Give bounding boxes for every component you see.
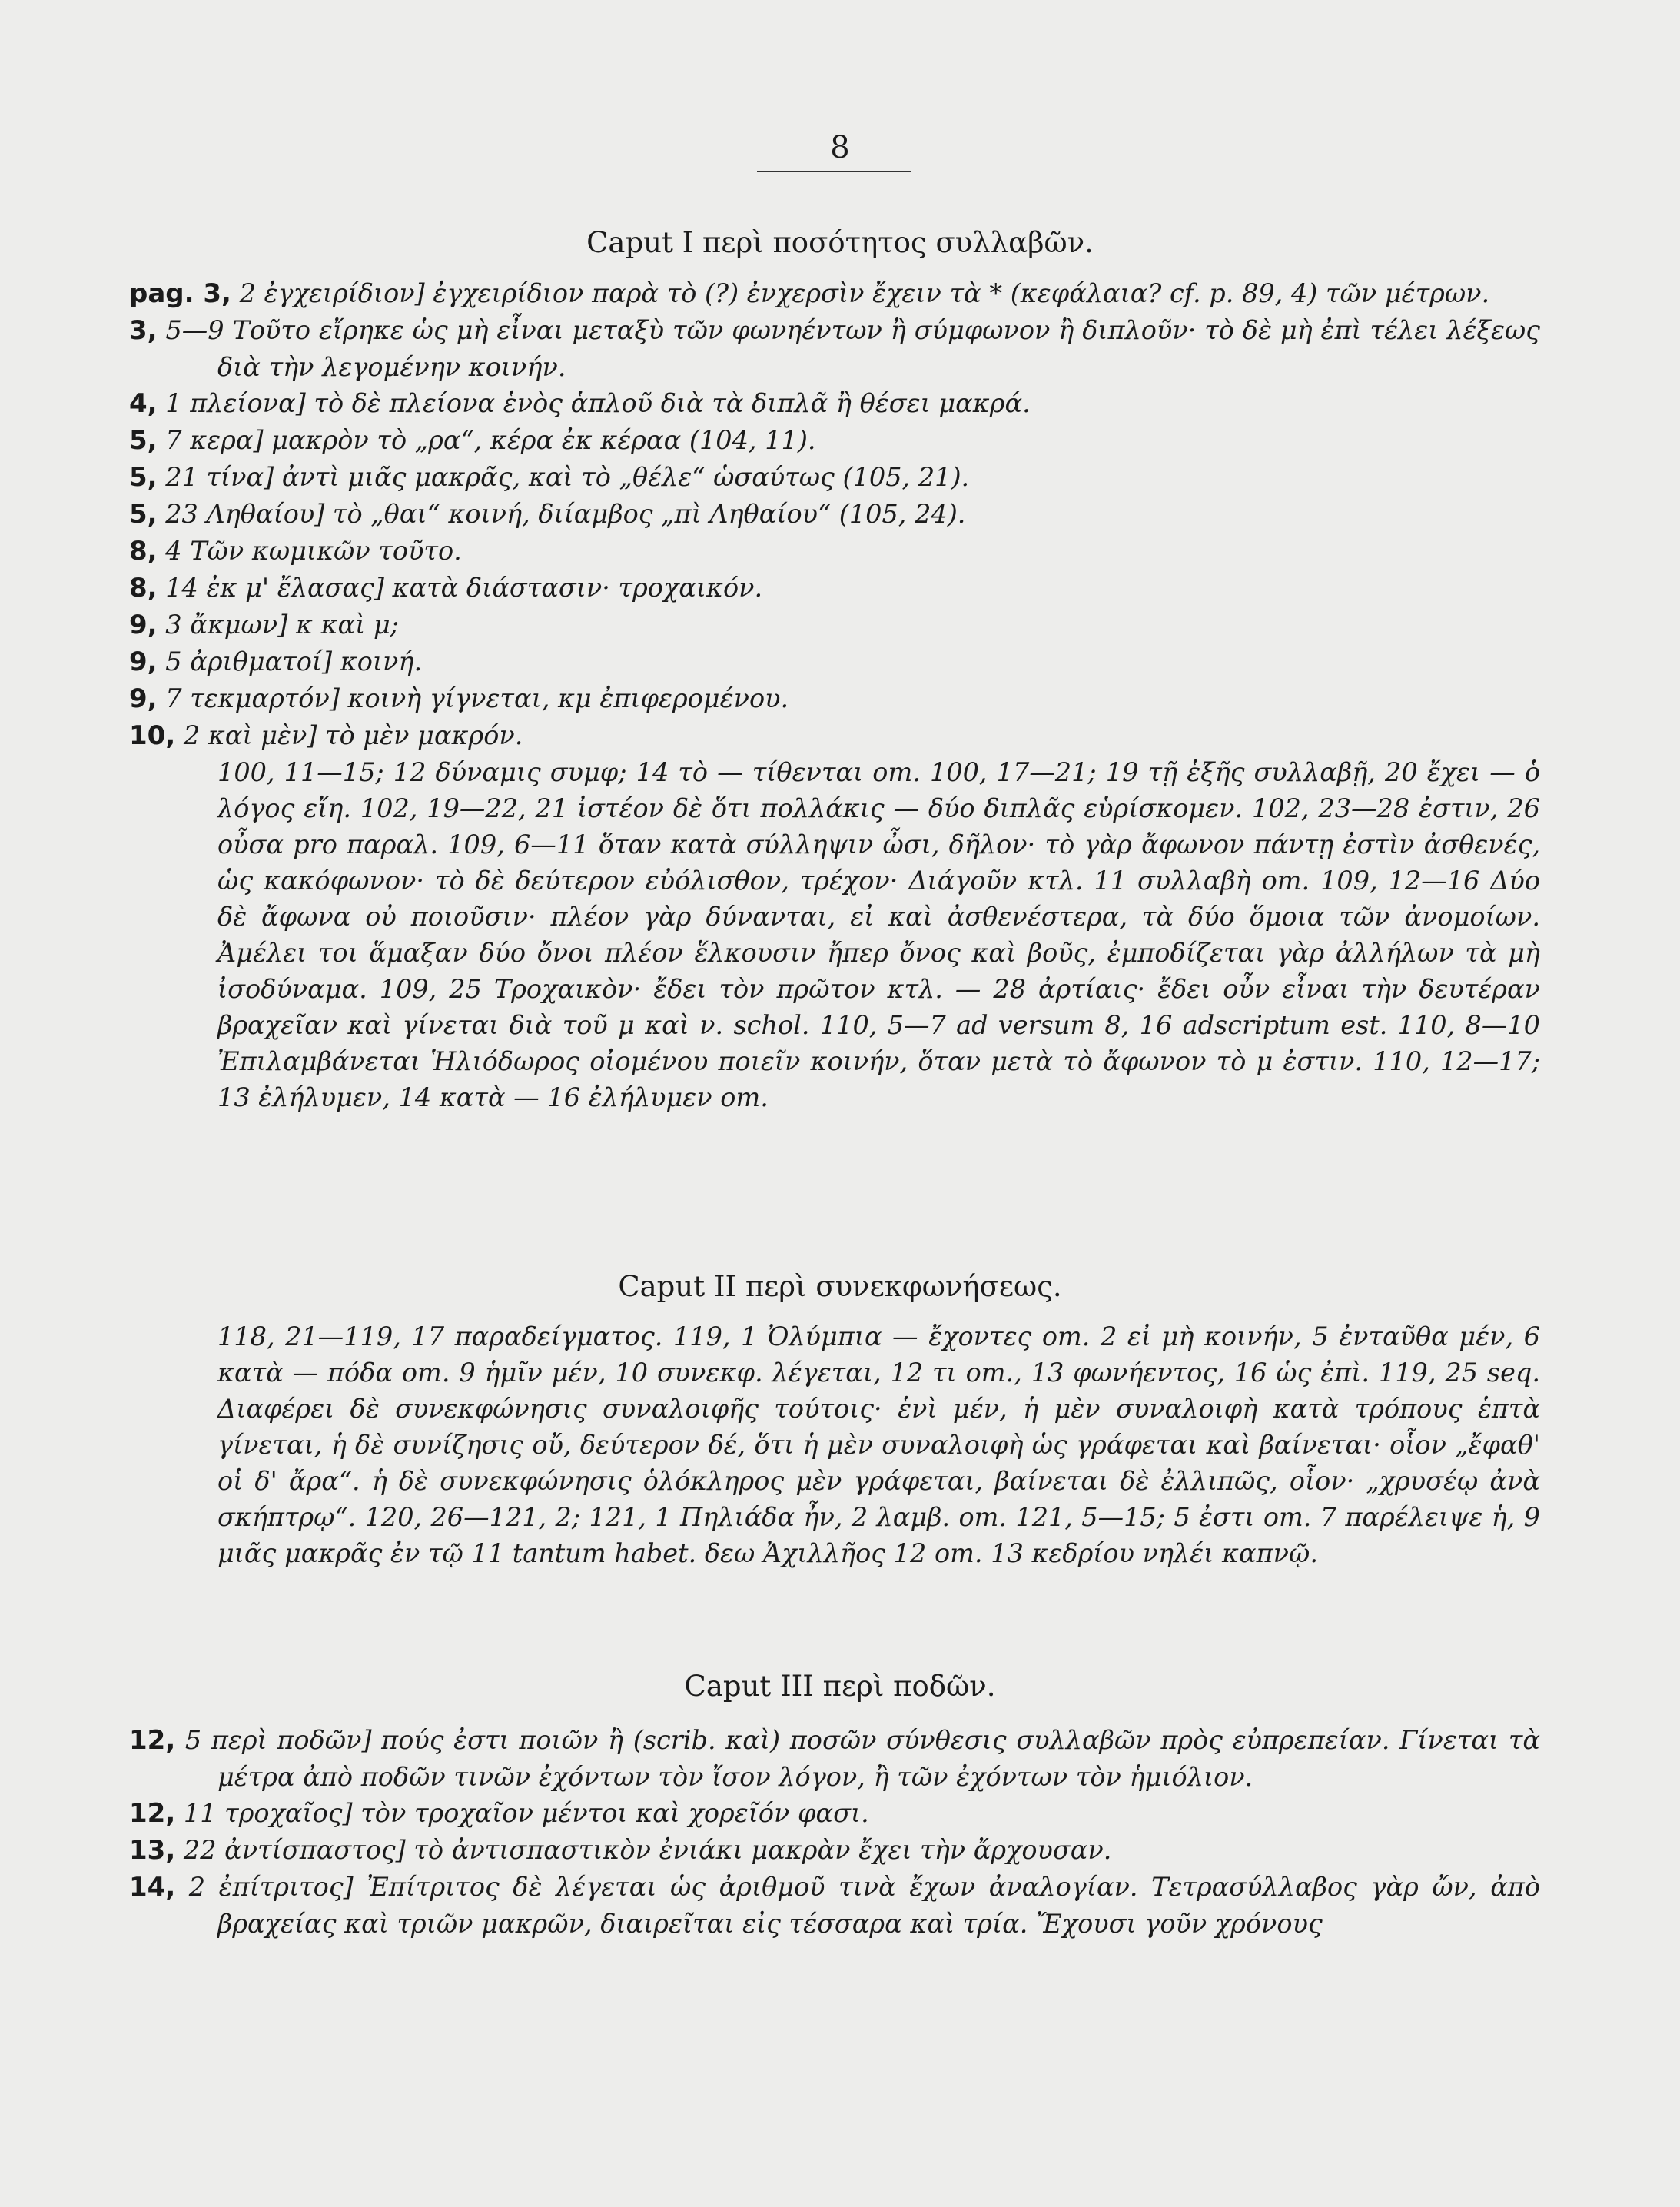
entry <box>129 1832 1540 1869</box>
caput-3-entries <box>129 1722 1540 1942</box>
header-rule <box>757 171 911 172</box>
entry-ref: 3, <box>129 315 158 346</box>
entry-text: 7 κερα] μακρὸν τὸ „ρα“, κέρα ἐκ κέραα (104, 11). <box>165 425 816 455</box>
entry <box>129 1869 1540 1942</box>
entry-ref: 9, <box>129 646 158 677</box>
caput-1-entries <box>129 275 1540 1115</box>
entry-text: 5 ἀριθματοί] κοινή. <box>165 646 423 676</box>
entry-ref: 9, <box>129 683 158 714</box>
entry-text: 2 καὶ μὲν] τὸ μὲν μακρόν. <box>183 720 523 750</box>
caput-3-heading: Caput III περὶ ποδῶν. <box>684 1670 996 1703</box>
entry <box>129 607 1540 643</box>
entry-text: 2 ἐπίτριτος] Ἐπίτριτος δὲ λέγεται ὡς ἀριθμοῦ τινὰ ἔχων ἀναλογίαν. Τετρασύλλαβος γὰρ ὤν, ἀπὸ βραχείας καὶ τριῶν μακρῶν, διαιρεῖται εἰς τέσσαρα καὶ τρία. Ἔχουσι γοῦν χρόνους <box>188 1872 1540 1939</box>
entry <box>129 385 1540 422</box>
entry-ref: 13, <box>129 1835 176 1866</box>
caput-1-heading: Caput I περὶ ποσότητος συλλαβῶν. <box>586 226 1094 259</box>
entry <box>129 275 1540 312</box>
entry-ref: pag. 3, <box>129 278 231 309</box>
entry <box>129 459 1540 496</box>
entry-ref: 12, <box>129 1725 176 1756</box>
entry-text: 21 τίνα] ἀντὶ μιᾶς μακρᾶς, καὶ τὸ „θέλε“ ὡσαύτως (105, 21). <box>165 462 970 492</box>
entry-ref: 5, <box>129 499 158 530</box>
entry-text: 7 τεκμαρτόν] κοινὴ γίγνεται, κμ ἐπιφερομένου. <box>165 683 789 713</box>
entry-text: 2 ἐγχειρίδιον] ἐγχειρίδιον παρὰ τὸ (?) ἐνχερσὶν ἔχειν τὰ * (κεφάλαια? cf. p. 89, 4) τῶν μέτρων. <box>239 278 1490 308</box>
caput-2-notes-paragraph: 118, 21—119, 17 παραδείγματος. 119, 1 Ὀλύμπια — ἔχοντες om. 2 εἰ μὴ κοινήν, 5 ἐνταῦθα μέν, 6 κατὰ — πόδα om. 9 ἡμῖν μέν, 10 συνεκφ. λέγεται, 12 τι om., 13 φωνήεντος, 16 ὡς ἐπὶ. 119, 25 seq. Διαφέρει δὲ συνεκφώνησις συναλοιφῆς τούτοις· ἑνὶ μέν, ἡ μὲν συναλοιφὴ κατὰ τρόπους ἑπτὰ γίνεται, ἡ δὲ συνίζησις οὔ, δεύτερον δέ, ὅτι ἡ μὲν συναλοιφὴ ὡς γράφεται καὶ βαίνεται· οἷον „ἔφαθ' οἱ δ' ἄρα“. ἡ δὲ συνεκφώνησις ὁλόκληρος μὲν γράφεται, βαίνεται δὲ ἐλλιπῶς, οἷον· „χρυσέῳ ἀνὰ σκήπτρῳ“. 120, 26—121, 2; 121, 1 Πηλιάδα ἦν, 2 λαμβ. om. 121, 5—15; 5 ἐστι om. 7 παρέλειψε ἡ, 9 μιᾶς μακρᾶς ἐν τῷ 11 tantum habet. δεω Ἀχιλλῆος 12 om. 13 κεδρίου νηλέι καπνῷ. <box>217 1321 1540 1568</box>
entry-text: 5—9 Τοῦτο εἴρηκε ὡς μὴ εἶναι μεταξὺ τῶν φωνηέντων ἢ σύμφωνον ἢ διπλοῦν· τὸ δὲ μὴ ἐπὶ τέλει λέξεως διὰ τὴν λεγομένην κοινήν. <box>165 315 1540 382</box>
entry <box>129 312 1540 385</box>
entry <box>129 643 1540 680</box>
entry-ref: 5, <box>129 462 158 493</box>
entry <box>129 570 1540 607</box>
page-number: 8 <box>830 130 850 165</box>
caput-2-heading: Caput II περὶ συνεκφωνήσεως. <box>618 1270 1062 1303</box>
entry <box>129 533 1540 570</box>
entry-ref: 8, <box>129 536 158 567</box>
entry <box>129 496 1540 533</box>
entry-ref: 4, <box>129 388 158 419</box>
entry-text: 23 Ληθαίου] τὸ „θαι“ κοινή, διίαμβος „πὶ Ληθαίου“ (105, 24). <box>165 499 966 529</box>
entry <box>129 680 1540 717</box>
entry-ref: 9, <box>129 610 158 640</box>
entry-text: 3 ἄκμων] κ καὶ μ; <box>165 610 400 640</box>
entry-ref: 5, <box>129 425 158 456</box>
entry <box>129 422 1540 459</box>
entry-ref: 10, <box>129 720 176 751</box>
entry-ref: 12, <box>129 1798 176 1829</box>
entry-ref: 14, <box>129 1872 176 1903</box>
caput-1-notes-paragraph: 100, 11—15; 12 δύναμις συμφ; 14 τὸ — τίθενται om. 100, 17—21; 19 τῇ ἑξῆς συλλαβῇ, 20 ἔχει — ὁ λόγος εἴη. 102, 19—22, 21 ἰστέον δὲ ὅτι πολλάκις — δύο διπλᾶς εὑρίσκομεν. 102, 23—28 ἐστιν, 26 οὖσα pro παραλ. 109, 6—11 ὅταν κατὰ σύλληψιν ὦσι, δῆλον· τὸ γὰρ ἄφωνον πάντῃ ἐστὶν ἀσθενές, ὡς κακόφωνον· τὸ δὲ δεύτερον εὐόλισθον, τρέχον· Διάγοῦν κτλ. 11 συλλαβὴ om. 109, 12—16 Δύο δὲ ἄφωνα οὐ ποιοῦσιν· πλέον γὰρ δύνανται, εἰ καὶ ἀσθενέστερα, τὰ δύο ὅμοια τῶν ἀνομοίων. Ἀμέλει τοι ἅμαξαν δύο ὄνοι πλέον ἕλκουσιν ἤπερ ὄνος καὶ βοῦς, ἐμποδίζεται γὰρ ἀλλήλων τὰ μὴ ἰσοδύναμα. 109, 25 Τροχαικὸν· ἔδει τὸν πρῶτον κτλ. — 28 ἀρτίαις· ἔδει οὖν εἶναι τὴν δευτέραν βραχεῖαν καὶ γίνεται διὰ τοῦ μ καὶ ν. schol. 110, 5—7 ad versum 8, 16 adscriptum est. 110, 8—10 Ἐπιλαμβάνεται Ἡλιόδωρος οἰομένου ποιεῖν κοινήν, ὅταν μετὰ τὸ ἄφωνον τὸ μ ἐστιν. 110, 12—17; 13 ἐλήλυμεν, 14 κατὰ — 16 ἐλήλυμεν om. <box>217 757 1540 1112</box>
entry-text: 4 Τῶν κωμικῶν τοῦτο. <box>165 536 462 566</box>
entry <box>129 1795 1540 1832</box>
entry-text: 14 ἐκ μ' ἔλασας] κατὰ διάστασιν· τροχαικόν. <box>165 573 763 603</box>
entry-text: 11 τροχαῖος] τὸν τροχαῖον μέντοι καὶ χορεῖόν φασι. <box>183 1798 869 1828</box>
caput-2-section <box>129 1318 1540 1571</box>
entry <box>129 1722 1540 1795</box>
entry-text: 1 πλείονα] τὸ δὲ πλείονα ἑνὸς ἁπλοῦ διὰ τὰ διπλᾶ ἢ θέσει μακρά. <box>165 388 1031 418</box>
entry-ref: 8, <box>129 573 158 603</box>
entry <box>129 717 1540 754</box>
entry-text: 5 περὶ ποδῶν] πούς ἐστι ποιῶν ἢ (scrib. καὶ) ποσῶν σύνθεσις συλλαβῶν πρὸς εὐπρεπείαν. Γίνεται τὰ μέτρα ἀπὸ ποδῶν τινῶν ἐχόντων τὸν ἴσον λόγον, ἢ τῶν ἐχόντων τὸν ἡμιόλιον. <box>184 1725 1540 1792</box>
entry-text: 22 ἀντίσπαστος] τὸ ἀντισπαστικὸν ἐνιάκι μακρὰν ἔχει τὴν ἄρχουσαν. <box>183 1835 1112 1865</box>
